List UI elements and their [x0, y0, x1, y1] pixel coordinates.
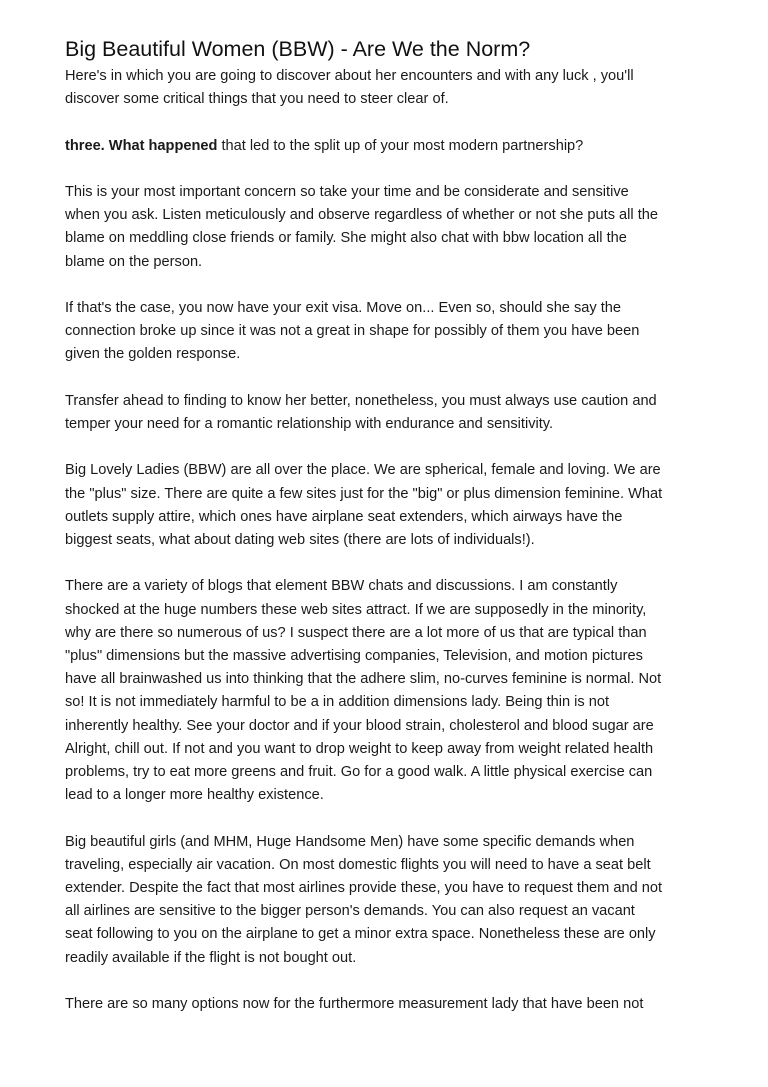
text-line: connection broke up since it was not a great in shape for possibly of them you have been — [65, 323, 640, 340]
text-line: given the golden response. — [65, 346, 241, 363]
text-line: readily available if the flight is not bought out. — [65, 949, 357, 966]
text-line: Alright, chill out. If not and you want to drop weight to keep away from weight related health — [65, 740, 654, 757]
paragraph — [65, 459, 715, 552]
text-line: all airlines are sensitive to the bigger person's demands. You can also request an vacant — [65, 903, 635, 920]
text-line: lead to a longer more healthy existence. — [65, 787, 324, 804]
text-line: outlets supply attire, which ones have airplane seat extenders, which airways have the — [65, 508, 623, 525]
document-page — [65, 0, 715, 1016]
text-line: problems, try to eat more greens and fruit. Go for a good walk. A little physical exercise can — [65, 764, 653, 780]
text-line: discover some critical things that you need to steer clear of. — [65, 91, 449, 108]
text-line: shocked at the huge numbers these web sites attract. If we are supposedly in the minority, — [65, 601, 647, 618]
text-line: blame on the person. — [65, 253, 203, 270]
paragraph — [65, 65, 715, 111]
paragraph — [65, 135, 715, 158]
text-line: when you ask. Listen meticulously and observe regardless of whether or not she puts all the — [65, 207, 658, 224]
bold-lead: three. What happened — [65, 137, 218, 154]
text-line: inherently healthy. See your doctor and if your blood strain, cholesterol and blood sugar are — [65, 717, 654, 734]
text-line: traveling, especially air vacation. On most domestic flights you will need to have a seat belt — [65, 856, 651, 873]
text-line: extender. Despite the fact that most airlines provide these, you have to request them and not — [65, 880, 663, 896]
text-line: seat following to you on the airplane to get a minor extra space. Nonetheless these are only — [65, 926, 656, 943]
text-line: the "plus" size. There are quite a few sites just for the "big" or plus dimension feminine. What — [65, 485, 663, 502]
text-line: If that's the case, you now have your exit visa. Move on... Even so, should she say the — [65, 299, 622, 316]
text-line: Transfer ahead to finding to know her better, nonetheless, you must always use caution and — [65, 392, 657, 409]
text-line: that led to the split up of your most modern partnership? — [217, 137, 584, 154]
text-line: why are there so numerous of us? I suspect there are a lot more of us that are typical than — [65, 624, 647, 641]
text-line: This is your most important concern so take your time and be considerate and sensitive — [65, 183, 629, 200]
paragraph — [65, 181, 715, 274]
text-line: biggest seats, what about dating web sites (there are lots of individuals!). — [65, 531, 535, 548]
text-line: blame on meddling close friends or family. She might also chat with bbw location all the — [65, 230, 627, 247]
document-body — [65, 65, 715, 1016]
text-line: There are so many options now for the furthermore measurement lady that have been not — [65, 996, 644, 1012]
paragraph — [65, 297, 715, 367]
text-line: There are a variety of blogs that element BBW chats and discussions. I am constantly — [65, 578, 618, 595]
text-line: "plus" dimensions but the massive advertising companies, Television, and motion pictures — [65, 647, 643, 664]
text-line: so! It is not immediately harmful to be a in addition dimensions lady. Being thin is not — [65, 694, 610, 711]
text-line: Big Lovely Ladies (BBW) are all over the place. We are spherical, female and loving. We are — [65, 462, 661, 479]
paragraph — [65, 390, 715, 436]
paragraph — [65, 993, 715, 1016]
text-line: temper your need for a romantic relationship with endurance and sensitivity. — [65, 415, 554, 432]
text-line: Here's in which you are going to discover about her encounters and with any luck , you'll — [65, 68, 634, 84]
document-title: Big Beautiful Women (BBW) - Are We the Norm? — [65, 37, 531, 61]
paragraph — [65, 831, 715, 970]
text-line: Big beautiful girls (and MHM, Huge Handsome Men) have some specific demands when — [65, 833, 635, 850]
text-line: have all brainwashed us into thinking that the adhere slim, no-curves feminine is normal. Not — [65, 671, 662, 688]
paragraph — [65, 575, 715, 807]
